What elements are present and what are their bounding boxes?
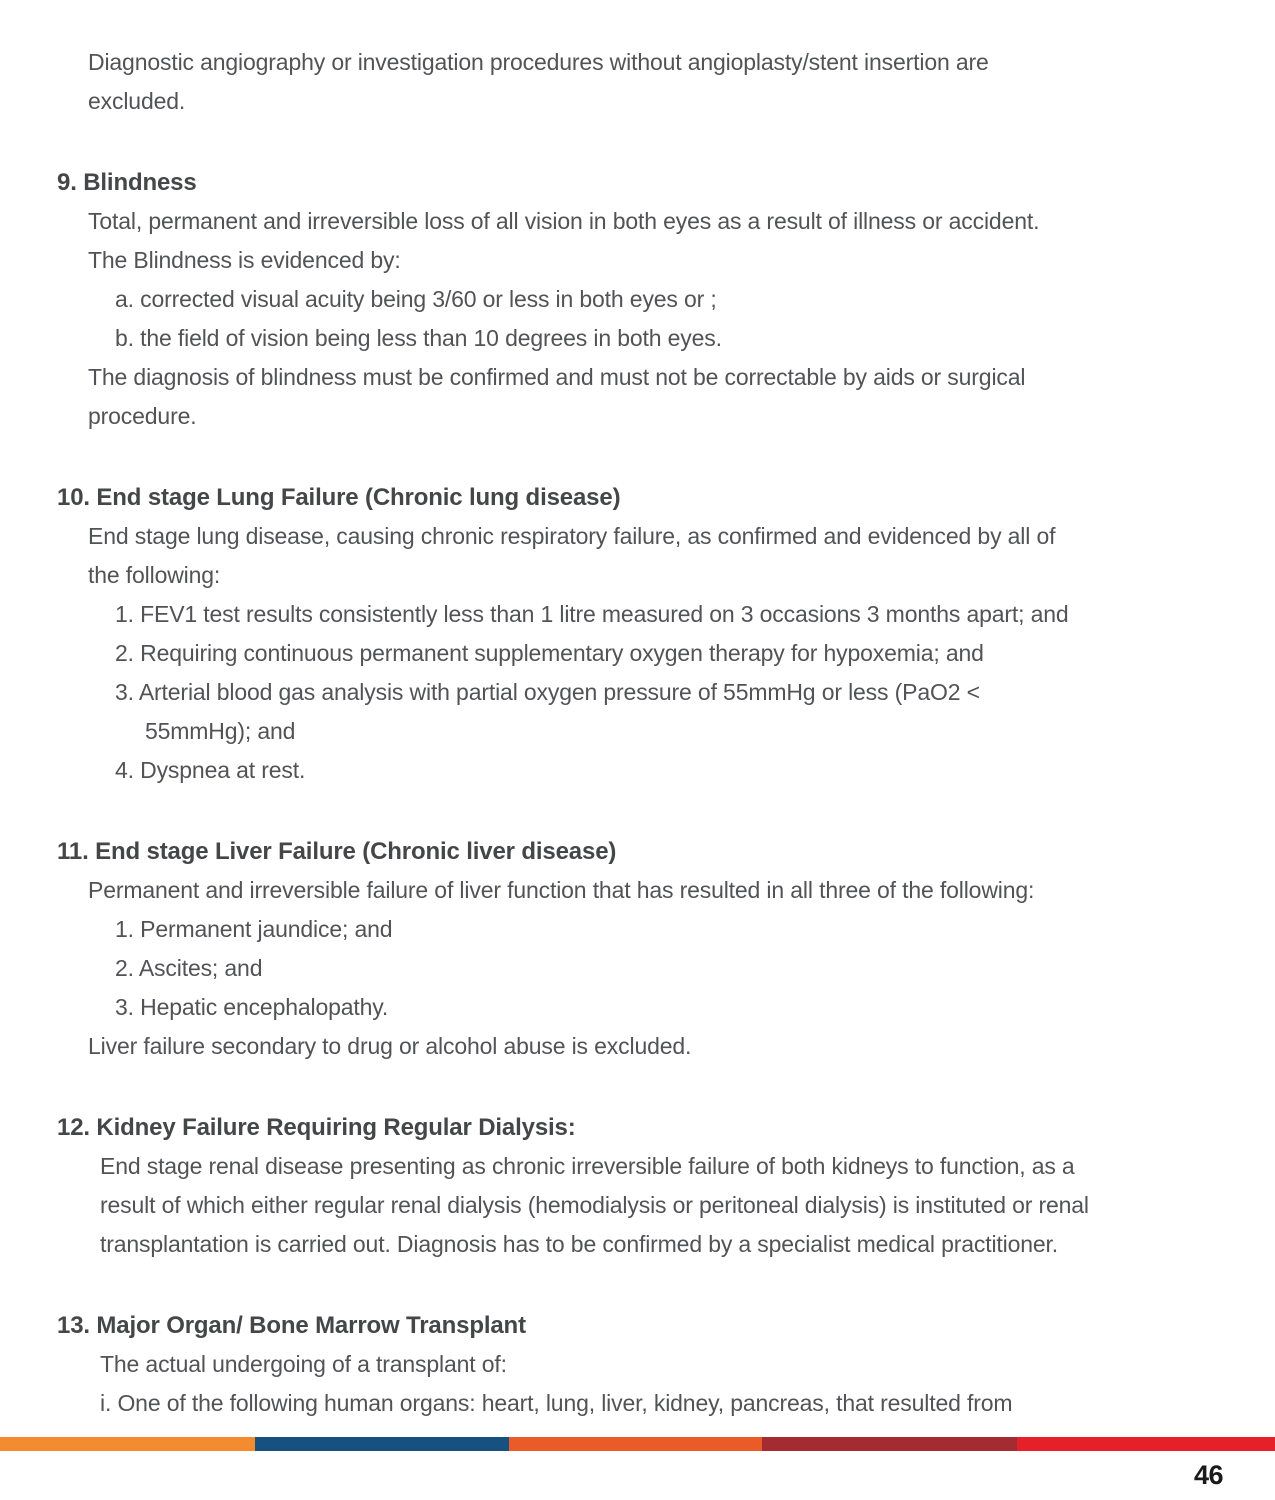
paragraph-line: excluded. <box>88 88 186 114</box>
section-blindness <box>0 163 1275 436</box>
paragraph-line: The diagnosis of blindness must be confirmed and must not be correctable by aids or surgical <box>88 364 1026 390</box>
paragraph-line: The Blindness is evidenced by: <box>88 247 401 273</box>
paragraph-line: Liver failure secondary to drug or alcohol abuse is excluded. <box>88 1033 692 1059</box>
page-number: 46 <box>1193 1460 1223 1490</box>
paragraph-line: Diagnostic angiography or investigation procedures without angioplasty/stent insertion are <box>88 49 989 75</box>
paragraph-line: procedure. <box>88 403 197 429</box>
section-heading: 11. End stage Liver Failure (Chronic liver disease) <box>57 838 617 865</box>
list-item-line: 2. Requiring continuous permanent supplementary oxygen therapy for hypoxemia; and <box>115 640 984 666</box>
section-end-stage-liver-failure <box>0 832 1275 1066</box>
list-item-line: 3. Arterial blood gas analysis with partial oxygen pressure of 55mmHg or less (PaO2 < <box>115 679 980 705</box>
footer-bar-segment-maroon <box>762 1437 1017 1451</box>
section-heading: 10. End stage Lung Failure (Chronic lung disease) <box>57 484 621 511</box>
section-heading: 9. Blindness <box>57 169 197 196</box>
paragraph-line: The actual undergoing of a transplant of: <box>100 1351 507 1377</box>
list-item-line: 1. Permanent jaundice; and <box>115 916 393 942</box>
list-item-line: 2. Ascites; and <box>115 955 263 981</box>
paragraph-line: Total, permanent and irreversible loss of all vision in both eyes as a result of illness or accident. <box>88 208 1040 234</box>
list-item-line: b. the field of vision being less than 10 degrees in both eyes. <box>115 325 722 351</box>
paragraph-line: Permanent and irreversible failure of liver function that has resulted in all three of the following: <box>88 877 1035 903</box>
section-kidney-failure <box>0 1108 1275 1264</box>
list-item-continuation-line: 55mmHg); and <box>145 718 296 744</box>
footer-bar-segment-orange <box>0 1437 255 1451</box>
paragraph-line: End stage lung disease, causing chronic respiratory failure, as confirmed and evidenced by all of <box>88 523 1056 549</box>
section-heading: 12. Kidney Failure Requiring Regular Dialysis: <box>57 1114 576 1141</box>
section-end-stage-lung-failure <box>0 478 1275 790</box>
paragraph-line: the following: <box>88 562 221 588</box>
section-heading: 13. Major Organ/ Bone Marrow Transplant <box>57 1312 526 1339</box>
footer-color-bar <box>0 1437 1275 1451</box>
list-item-line: 3. Hepatic encephalopathy. <box>115 994 389 1020</box>
footer-bar-segment-orange-red <box>509 1437 762 1451</box>
list-item-line: 4. Dyspnea at rest. <box>115 757 306 783</box>
list-item-line: 1. FEV1 test results consistently less than 1 litre measured on 3 occasions 3 months apart; and <box>115 601 1069 627</box>
footer-bar-segment-red <box>1017 1437 1275 1451</box>
paragraph-line: result of which either regular renal dialysis (hemodialysis or peritoneal dialysis) is instituted or renal <box>100 1192 1089 1218</box>
paragraph-line: i. One of the following human organs: heart, lung, liver, kidney, pancreas, that resulted from <box>100 1390 1013 1416</box>
paragraph-line: End stage renal disease presenting as chronic irreversible failure of both kidneys to function, as a <box>100 1153 1075 1179</box>
footer-bar-segment-dark-blue <box>255 1437 509 1451</box>
section-major-organ-transplant <box>0 1306 1275 1423</box>
list-item-line: a. corrected visual acuity being 3/60 or less in both eyes or ; <box>115 286 717 312</box>
paragraph-line: transplantation is carried out. Diagnosis has to be confirmed by a specialist medical practitioner. <box>100 1231 1059 1257</box>
